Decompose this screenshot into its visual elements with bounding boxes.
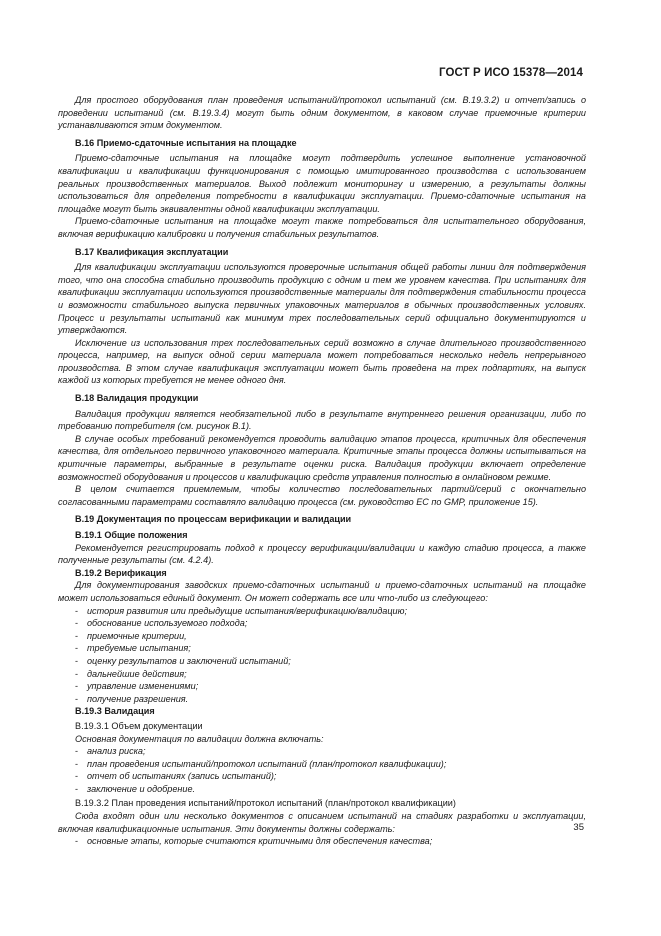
document-body bbox=[58, 94, 586, 848]
section-b19-3-heading: В.19.3 Валидация bbox=[75, 706, 155, 717]
section-b18-heading: В.18 Валидация продукции bbox=[75, 393, 199, 404]
section-b16-p2: Приемо-сдаточные испытания на площадке могут также потребоваться для испытательного оборудования, включая верификацию калибровки и получения стабильных результатов. bbox=[58, 216, 586, 239]
intro-paragraph: Для простого оборудования план проведения испытаний/протокол испытаний (см. В.19.3.2) и отчет/запись о проведении испытаний (см. В.19.3.4) могут быть одним документом, в каковом случае приемочные критерии устанавливаются этим документом. bbox=[58, 95, 586, 131]
section-b19-1-p1: Рекомендуется регистрировать подход к процессу верификации/валидации и каждую стадию процесса, а также полученные результаты (см. 4.2.4). bbox=[58, 542, 586, 566]
list-item: - обоснование используемого подхода; bbox=[75, 618, 248, 629]
section-b16-p1: Приемо-сдаточные испытания на площадке могут подтвердить успешное выполнение установочной квалификации и квалификации функционирования с помощью имитированного производства с использованием реальных производственных материалов. Выход подлежит мониторингу и измерению, а результаты должны использоваться для определения потребности в квалификации эксплуатации. Приемо-сдаточные испытания на площадке могут быть эквивалентны одной квалификации эксплуатации. bbox=[58, 153, 586, 214]
section-b19-2-p1: Для документирования заводских приемо-сдаточных испытаний и приемо-сдаточных испытаний на площадке может использоваться единый документ. Он может содержать все или что-либо из следующего: bbox=[58, 580, 586, 603]
section-b18-p2: В случае особых требований рекомендуется проводить валидацию этапов процесса, критичных для обеспечения качества, для отдельного первичного упаковочного материала. Критичные этапы процесса должны испытываться на критичные параметры, выбранные в результате оценки риска. Валидация продукции включает определение возможностей оборудования и процессов и квалификацию средств управления полностью в онлайновом режиме. bbox=[58, 433, 586, 482]
list-item: - отчет об испытаниях (запись испытаний); bbox=[75, 771, 277, 782]
list-item: - основные этапы, которые считаются критичными для обеспечения качества; bbox=[75, 836, 433, 847]
section-b18-p1: Валидация продукции является необязательной либо в результате внутреннего решения организации, либо по требованию потребителя (см. рисунок В.1). bbox=[58, 408, 586, 432]
section-b17-p2: Исключение из использования трех последовательных серий возможно в случае длительного производственного процесса, например, на выпуск одной серии материала может потребоваться несколько недель непрерывного производства. В этом случае квалификация эксплуатации может быть проведена на трех подпартиях, на выпуск каждой из которых требуется не менее одного дня. bbox=[58, 337, 586, 386]
standard-header: ГОСТ Р ИСО 15378—2014 bbox=[438, 67, 583, 79]
section-b17-heading: В.17 Квалификация эксплуатации bbox=[75, 246, 229, 257]
list-item: - план проведения испытаний/протокол испытаний (план/протокол квалификации); bbox=[75, 758, 447, 769]
section-b16-heading: В.16 Приемо-сдаточные испытания на площадке bbox=[75, 137, 297, 148]
verification-list bbox=[58, 605, 586, 706]
list-item: - анализ риска; bbox=[75, 746, 146, 757]
list-item: - требуемые испытания; bbox=[75, 643, 191, 654]
page-number: 35 bbox=[573, 822, 584, 833]
list-item: - управление изменениями; bbox=[75, 681, 199, 692]
section-b19-2-heading: В.19.2 Верификация bbox=[75, 567, 167, 578]
section-b19-3-1-p1: Основная документация по валидации должна включать: bbox=[75, 733, 324, 744]
list-item: - получение разрешения. bbox=[75, 693, 189, 704]
validation-docs-list bbox=[58, 745, 586, 795]
section-b19-1-heading: В.19.1 Общие положения bbox=[75, 530, 188, 540]
section-b19-3-2-p1: Сюда входят один или несколько документов с описанием испытаний на стадиях разработки и эксплуатации, включая квалификационные испытания. Эти документы должны содержать: bbox=[58, 811, 586, 834]
section-b19-3-2-heading: В.19.3.2 План проведения испытаний/протокол испытаний (план/протокол квалификации) bbox=[75, 798, 456, 809]
section-b17-p1: Для квалификации эксплуатации используются проверочные испытания общей работы линии для подтверждения того, что она способна стабильно производить продукцию с одним и тем же уровнем качества. При испытаниях для квалификации эксплуатации используются производственные материалы для подтверждения стабильности процесса и возможности стабильного выпуска первичных упаковочных материалов в обычных производственных условиях. Процесс и результаты испытаний как минимум трех последовательных серий официально документируются и утверждаются. bbox=[58, 262, 586, 336]
section-b18-p3: В целом считается приемлемым, чтобы количество последовательных партий/серий с окончательно согласованными параметрами составляло валидацию процесса (см. руководство ЕС по GMP, приложение 15). bbox=[58, 484, 586, 507]
list-item: - дальнейшие действия; bbox=[75, 668, 187, 679]
list-item: - приемочные критерии, bbox=[75, 630, 187, 641]
list-item: - история развития или предыдущие испытания/верификацию/валидацию; bbox=[75, 605, 407, 616]
section-b19-3-1-heading: В.19.3.1 Объем документации bbox=[75, 720, 203, 731]
list-item: - заключение и одобрение. bbox=[75, 783, 196, 794]
list-item: - оценку результатов и заключений испытаний; bbox=[75, 655, 291, 666]
test-plan-list bbox=[58, 835, 586, 848]
section-b19-heading: В.19 Документация по процессам верификации и валидации bbox=[75, 514, 352, 525]
